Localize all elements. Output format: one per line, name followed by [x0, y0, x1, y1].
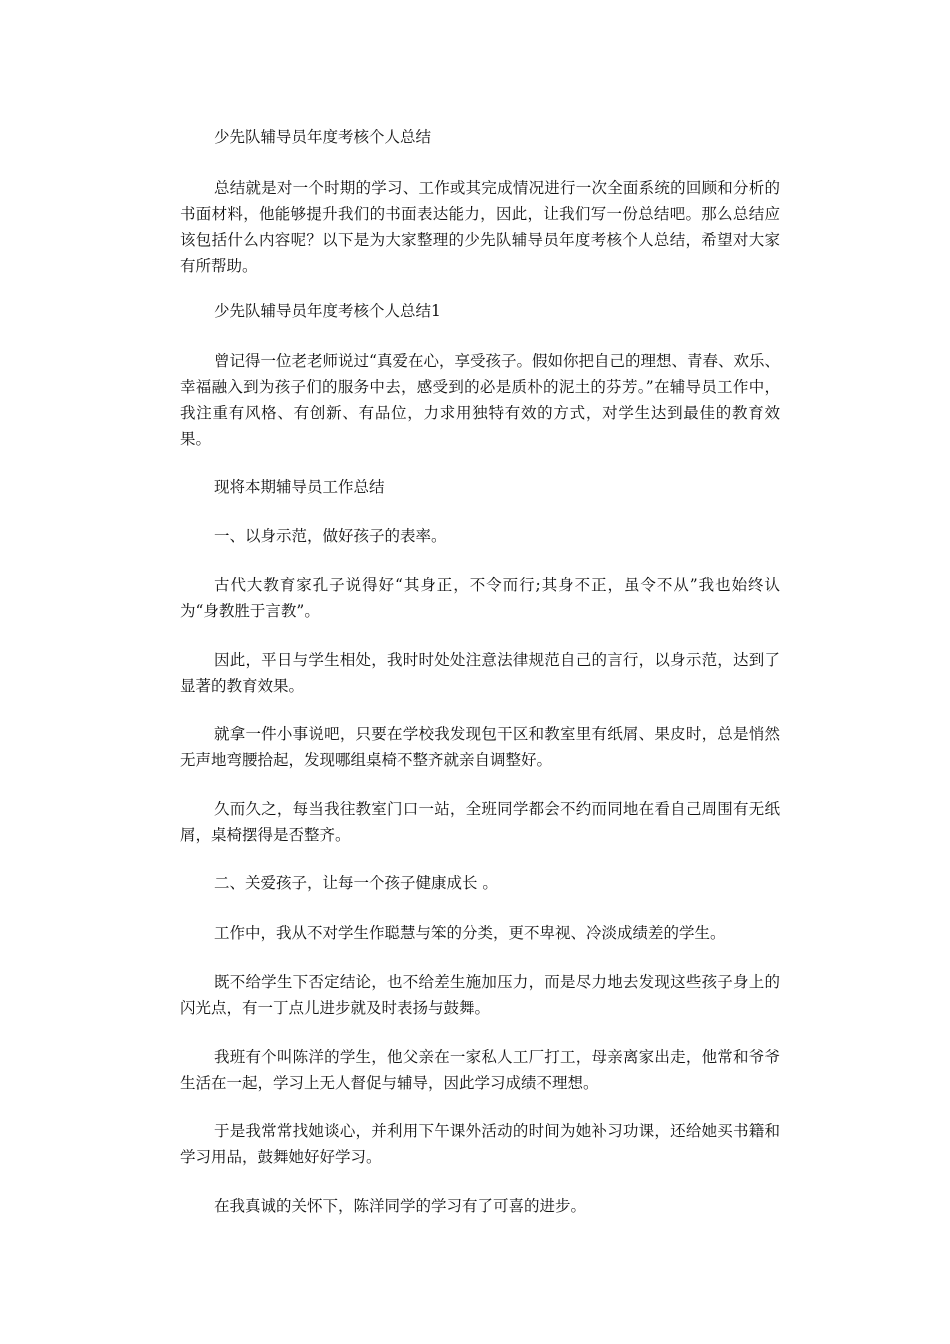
body-paragraph: 现将本期辅导员工作总结	[214, 478, 385, 496]
heading-one: 一、以身示范，做好孩子的表率。	[214, 527, 447, 545]
body-paragraph: 古代大教育家孔子说得好“其身正，不令而行;其身不正，虽令不从”我也始终认为“身教胜于言教”。	[180, 576, 780, 620]
body-paragraph: 曾记得一位老老师说过“真爱在心，享受孩子。假如你把自己的理想、青春、欢乐、幸福融入到为孩子们的服务中去，感受到的必是质朴的泥土的芬芳。”在辅导员工作中，我注重有风格、有创新、有品位，力求用独特有效的方式，对学生达到最佳的教育效果。	[180, 352, 780, 448]
body-paragraph: 就拿一件小事说吧，只要在学校我发现包干区和教室里有纸屑、果皮时，总是悄然无声地弯腰拾起，发现哪组桌椅不整齐就亲自调整好。	[180, 725, 780, 769]
body-paragraph: 我班有个叫陈洋的学生，他父亲在一家私人工厂打工，母亲离家出走，他常和爷爷生活在一起，学习上无人督促与辅导，因此学习成绩不理想。	[180, 1048, 780, 1092]
section-title: 少先队辅导员年度考核个人总结1	[214, 302, 441, 320]
document-title: 少先队辅导员年度考核个人总结	[214, 128, 432, 146]
heading-two: 二、关爱孩子，让每一个孩子健康成长 。	[214, 874, 498, 892]
body-paragraph: 因此，平日与学生相处，我时时处处注意法律规范自己的言行，以身示范，达到了显著的教育效果。	[180, 651, 780, 695]
body-paragraph: 工作中，我从不对学生作聪慧与笨的分类，更不卑视、冷淡成绩差的学生。	[214, 924, 726, 942]
intro-paragraph: 总结就是对一个时期的学习、工作或其完成情况进行一次全面系统的回顾和分析的书面材料，他能够提升我们的书面表达能力，因此，让我们写一份总结吧。那么总结应该包括什么内容呢？以下是为大家整理的少先队辅导员年度考核个人总结，希望对大家有所帮助。	[180, 179, 780, 275]
body-paragraph: 既不给学生下否定结论，也不给差生施加压力，而是尽力地去发现这些孩子身上的闪光点，有一丁点儿进步就及时表扬与鼓舞。	[180, 973, 780, 1017]
body-paragraph: 久而久之，每当我往教室门口一站，全班同学都会不约而同地在看自己周围有无纸屑，桌椅摆得是否整齐。	[180, 800, 780, 844]
body-paragraph: 在我真诚的关怀下，陈洋同学的学习有了可喜的进步。	[214, 1197, 587, 1215]
body-paragraph: 于是我常常找她谈心，并利用下午课外活动的时间为她补习功课，还给她买书籍和学习用品，鼓舞她好好学习。	[180, 1122, 780, 1166]
